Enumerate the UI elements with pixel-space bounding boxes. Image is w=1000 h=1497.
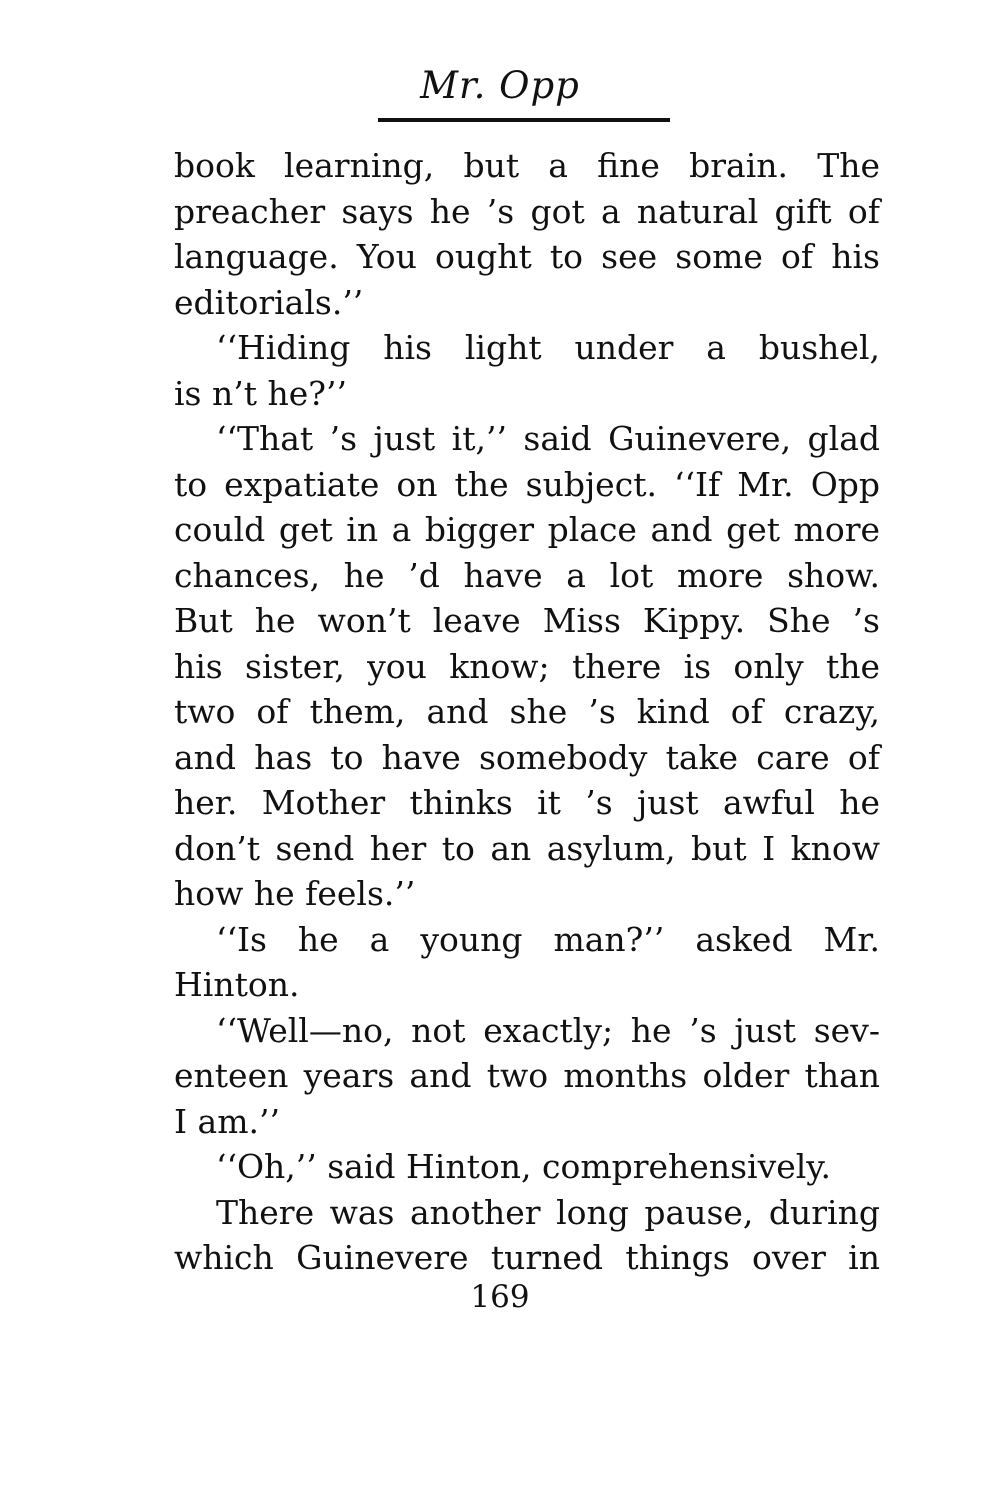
text-line: his sister, you know; there is only the	[174, 646, 880, 686]
text-line: ‘‘Oh,’’ said Hinton, comprehensively.	[216, 1147, 832, 1186]
text-line: I am.’’	[174, 1101, 280, 1141]
text-line: her. Mother thinks it ’s just awful he	[174, 783, 880, 822]
text-line: to expatiate on the subject. ‘‘If Mr. Opp	[174, 464, 880, 504]
text-line: Hinton.	[174, 965, 300, 1004]
text-line: enteen years and two months older than	[174, 1056, 880, 1095]
text-line: chances, he ’d have a lot more show.	[174, 555, 880, 595]
text-line: ‘‘That ’s just it,’’ said Guinevere, glad	[216, 419, 880, 458]
text-line: ‘‘Well—no, not exactly; he ’s just sev-	[216, 1010, 880, 1050]
text-line: ‘‘Hiding his light under a bushel,	[216, 328, 880, 367]
running-title: Mr. Opp	[420, 64, 580, 107]
text-line: and has to have somebody take care of	[174, 737, 880, 777]
text-line: ‘‘Is he a young man?’’ asked Mr.	[216, 919, 880, 959]
text-line: language. You ought to see some of his	[174, 237, 880, 276]
text-line: don’t send her to an asylum, but I know	[174, 828, 880, 868]
text-line: which Guinevere turned things over in	[174, 1238, 880, 1277]
text-line: how he feels.’’	[174, 874, 416, 913]
text-line: preacher says he ’s got a natural gift of	[174, 191, 880, 231]
text-line: There was another long pause, during	[216, 1192, 880, 1232]
text-line: But he won’t leave Miss Kippy. She ’s	[174, 601, 880, 640]
text-line: two of them, and she ’s kind of crazy,	[174, 692, 880, 731]
page-number: 169	[470, 1279, 530, 1315]
text-line: book learning, but a fine brain. The	[174, 146, 880, 185]
body-text	[174, 143, 880, 1281]
text-line: editorials.’’	[174, 282, 364, 322]
text-line: could get in a bigger place and get more	[174, 510, 880, 549]
text-line: is n’t he?’’	[174, 373, 347, 413]
header-rule	[378, 118, 670, 122]
